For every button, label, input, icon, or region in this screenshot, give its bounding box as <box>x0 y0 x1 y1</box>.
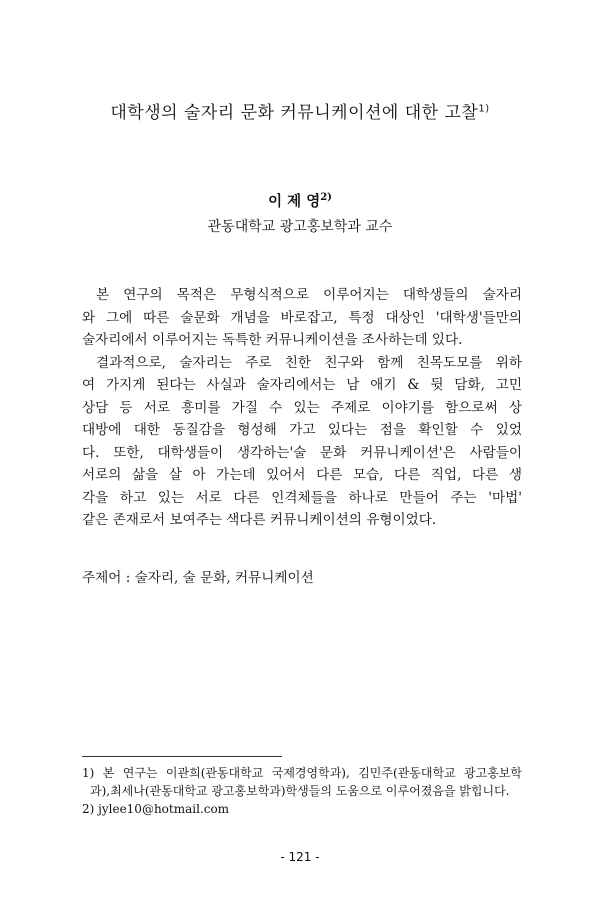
author-name-text: 이 제 영 <box>268 193 321 210</box>
abstract-line: 서로의 삶을 살 아 가는데 있어서 다른 모습, 다른 직업, 다른 생 <box>82 467 522 483</box>
abstract-line: 결과적으로, 술자리는 주로 친한 친구와 함께 친목도모를 위하 <box>96 354 522 371</box>
abstract-line: 술자리에서 이루어지는 독특한 커뮤니케이션을 조사하는데 있다. <box>82 332 463 348</box>
author-affiliation: 관동대학교 광고홍보학과 교수 <box>207 219 393 235</box>
abstract-line: 각을 하고 있는 서로 다른 인격체들을 하나로 만들어 주는 '마법' <box>82 489 522 506</box>
footnote-2: 2) jylee10@hotmail.com <box>82 802 230 816</box>
paper-title-text: 대학생의 술자리 문화 커뮤니케이션에 대한 고찰 <box>110 103 479 123</box>
footnotes <box>82 764 522 818</box>
footnote-1-line-1: 1) 본 연구는 이관희(관동대학교 국제경영학과), 김민주(관동대학교 광고홍보학 <box>82 766 522 780</box>
abstract-line: 여 가지게 된다는 사실과 술자리에서는 남 애기 & 뒷 담화, 고민 <box>82 377 522 393</box>
author-name <box>100 190 500 211</box>
abstract-line: 와 그에 따른 술문화 개념을 바로잡고, 특정 대상인 '대학생'들만의 <box>82 309 522 326</box>
abstract <box>82 284 522 532</box>
author-footnote-mark[interactable]: 2) <box>320 192 332 204</box>
keywords: 주제어 : 술자리, 술 문화, 커뮤니케이션 <box>82 570 314 586</box>
footnote-divider <box>82 756 282 757</box>
abstract-line: 같은 존재로서 보여주는 색다른 커뮤니케이션의 유형이었다. <box>82 512 437 528</box>
abstract-line: 다. 또한, 대학생들이 생각하는'술 문화 커뮤니케이션'은 사람들이 <box>82 444 522 461</box>
abstract-line: 대방에 대한 동질감을 형성해 가고 있다는 점을 확인할 수 있었 <box>82 422 522 438</box>
title-footnote-mark[interactable]: 1) <box>478 103 490 115</box>
footnote-1-line-2: 과),최세나(관동대학교 광고홍보학과)학생들의 도움으로 이루어졌음을 밝힙니다. <box>90 784 510 798</box>
abstract-line: 본 연구의 목적은 무형식적으로 이루어지는 대학생들의 술자리 <box>96 287 522 303</box>
page-number: - 121 - <box>280 850 320 864</box>
abstract-line: 상담 등 서로 흥미를 가질 수 있는 주제로 이야기를 함으로써 상 <box>82 399 522 416</box>
paper-title <box>60 98 540 123</box>
